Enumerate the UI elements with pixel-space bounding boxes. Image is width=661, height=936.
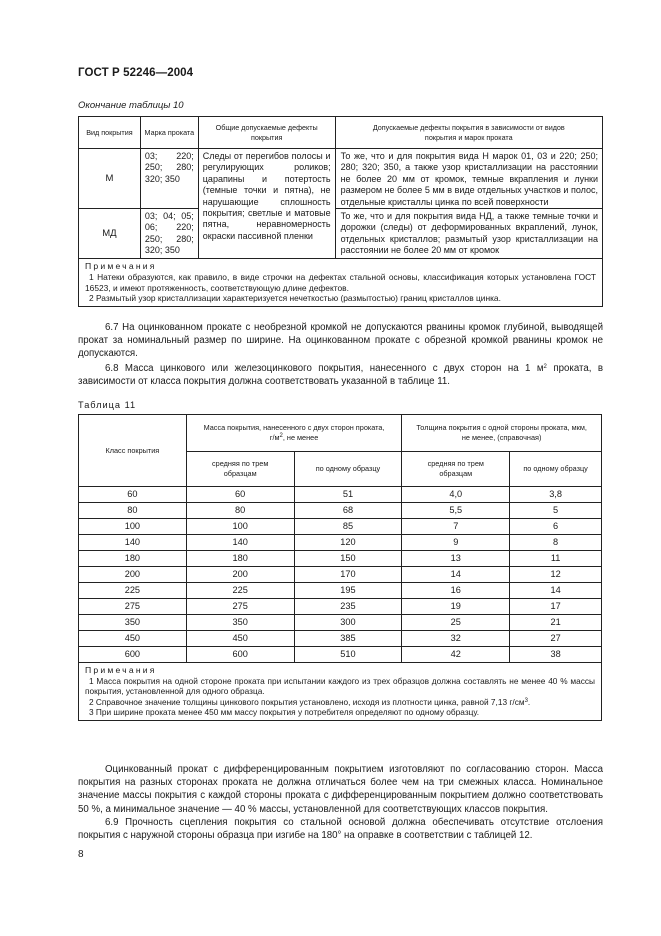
table-cell: 6 xyxy=(510,519,602,535)
table-cell: 600 xyxy=(79,647,187,663)
superscript: 2 xyxy=(279,433,283,439)
table-cell: 85 xyxy=(294,519,402,535)
notes-title: Примечания xyxy=(85,261,157,272)
note-text: . xyxy=(527,696,531,707)
paragraph-differentiated: Оцинкованный прокат с дифференцированным покрытием изготовляют по согласованию сторон. Масса покрытия на разных сторонах проката не должна отличаться более чем на три смежных класса. Номинальное значение массы покрытия с каждой стороны проката с дифференцированным покрытием должно соответствовать 50 %, а минимальное значение — 40 % массы, установленной для соответствующих классов покрытия. xyxy=(78,764,603,815)
table11-notes-row xyxy=(79,663,602,721)
note-item: 1 Натеки образуются, как правило, в виде строчки на дефектах стальной основы, классификация которых установлена ГОСТ 16523, и имеют протяженность, соответствующую длине дефектов. xyxy=(85,271,596,293)
table-cell: 19 xyxy=(402,599,510,615)
table-cell: 350 xyxy=(79,615,187,631)
table-cell: 27 xyxy=(510,631,602,647)
table-row xyxy=(79,503,602,519)
table-cell: 510 xyxy=(294,647,402,663)
table-cell: 140 xyxy=(79,535,187,551)
note-item: 2 Размытый узор кристаллизации характеризуется нечеткостью (размытостью) границ кристаллов цинка. xyxy=(89,293,501,304)
table-row xyxy=(79,149,603,209)
table-cell: 3,8 xyxy=(510,487,602,503)
table-cell: 275 xyxy=(79,599,187,615)
table10-notes-row xyxy=(79,259,603,307)
table-cell: 14 xyxy=(510,583,602,599)
paragraph-6-8 xyxy=(78,362,603,388)
table-cell: 150 xyxy=(294,551,402,567)
table-cell: 80 xyxy=(186,503,294,519)
table-cell: 13 xyxy=(402,551,510,567)
notes-title: Примечания xyxy=(85,665,157,675)
table-cell: 225 xyxy=(186,583,294,599)
table-row xyxy=(79,519,602,535)
paragraph-text: 6.8 Масса цинкового или железоцинкового покрытия, нанесенного с двух сторон на 1 м xyxy=(105,363,544,374)
table-cell: 5 xyxy=(510,503,602,519)
defects-cell: То же, что и для покрытия вида НД, а также темные точки и дорожки (следы) от деформированных вкраплений, лунок, отдельных кристаллов; размытый узор кристаллизации на расстоянии не более 20 мм от кромок xyxy=(335,209,602,259)
table-cell: 17 xyxy=(510,599,602,615)
table-row xyxy=(79,487,602,503)
note-item xyxy=(85,697,595,708)
table-cell: 180 xyxy=(186,551,294,567)
header-text: , не менее xyxy=(282,433,319,442)
table-row xyxy=(79,551,602,567)
table-cell: 235 xyxy=(294,599,402,615)
table-row xyxy=(79,599,602,615)
table-cell: 450 xyxy=(186,631,294,647)
table-cell: 12 xyxy=(510,567,602,583)
table-cell: 350 xyxy=(186,615,294,631)
table-cell: 80 xyxy=(79,503,187,519)
header-text: Масса покрытия, нанесенного с двух сторон проката, г/м xyxy=(203,423,385,442)
table11-header-cell: Класс покрытия xyxy=(79,415,187,487)
table-cell: 385 xyxy=(294,631,402,647)
table-row xyxy=(79,647,602,663)
table-cell: 8 xyxy=(510,535,602,551)
note-item: 3 При ширине проката менее 450 мм массу покрытия у потребителя определяют по одному образцу. xyxy=(89,707,479,718)
grade-cell: 03; 04; 05; 06; 220; 250; 280; 320; 350 xyxy=(140,209,198,259)
table-cell: 600 xyxy=(186,647,294,663)
table-cell: 170 xyxy=(294,567,402,583)
table-cell: 51 xyxy=(294,487,402,503)
table-row xyxy=(79,615,602,631)
table-cell: 100 xyxy=(186,519,294,535)
table-cell: 68 xyxy=(294,503,402,519)
note-item: 1 Масса покрытия на одной стороне проката при испытании каждого из трех образцов должна составлять не менее 40 % массы покрытия, установленной для одного образца. xyxy=(85,675,595,697)
table-cell: 300 xyxy=(294,615,402,631)
document-header: ГОСТ Р 52246—2004 xyxy=(78,67,194,79)
coating-type-cell: М xyxy=(79,149,141,209)
table11-header-cell xyxy=(186,415,402,452)
coating-type-cell: МД xyxy=(79,209,141,259)
table10-header-cell: Допускаемые дефекты покрытия в зависимости от видов покрытия и марок проката xyxy=(335,117,602,149)
table-11 xyxy=(78,414,602,721)
table10-caption: Окончание таблицы 10 xyxy=(78,100,184,111)
table-cell: 38 xyxy=(510,647,602,663)
paragraph-6-7: 6.7 На оцинкованном прокате с необрезной кромкой не допускаются рванины кромок глубиной, выводящей прокат за номинальный размер по ширине. На оцинкованном прокате с обрезной кромкой рванины кромок не допускаются. xyxy=(78,322,603,360)
table-cell: 200 xyxy=(79,567,187,583)
table-row xyxy=(79,535,602,551)
table-cell: 32 xyxy=(402,631,510,647)
table-cell: 4,0 xyxy=(402,487,510,503)
table-cell: 120 xyxy=(294,535,402,551)
table11-notes xyxy=(79,663,602,721)
table-cell: 225 xyxy=(79,583,187,599)
note-text: 2 Справочное значение толщины цинкового покрытия установлено, исходя из плотности цинка, равной 7,13 г/см xyxy=(89,696,525,707)
table-cell: 195 xyxy=(294,583,402,599)
table11-header-cell: по одному образцу xyxy=(510,452,602,487)
table-cell: 180 xyxy=(79,551,187,567)
table10-header-cell: Вид покрытия xyxy=(79,117,141,149)
table10-header-row xyxy=(79,117,603,149)
table-cell: 11 xyxy=(510,551,602,567)
superscript: 3 xyxy=(524,697,528,704)
general-defects-cell: Следы от перегибов полосы и регулирующих роликов; царапины и потертость (темные точки и пятна), не нарушающие сплошность покрытия; светлые и матовые пятна, неравномерность окраски пассивной пленки xyxy=(198,149,335,259)
table10-notes xyxy=(79,259,603,307)
table-cell: 450 xyxy=(79,631,187,647)
table-cell: 7 xyxy=(402,519,510,535)
table-cell: 14 xyxy=(402,567,510,583)
table-cell: 42 xyxy=(402,647,510,663)
table-cell: 5,5 xyxy=(402,503,510,519)
table10-header-cell: Марка проката xyxy=(140,117,198,149)
table11-header-cell: средняя по трем образцам xyxy=(186,452,294,487)
table11-header-cell: Толщина покрытия с одной стороны проката, мкм, не менее, (справочная) xyxy=(402,415,602,452)
table-cell: 60 xyxy=(186,487,294,503)
table-row xyxy=(79,209,603,259)
superscript: 2 xyxy=(543,364,547,370)
table10-header-cell: Общие допускаемые дефекты покрытия xyxy=(198,117,335,149)
table-cell: 25 xyxy=(402,615,510,631)
table-cell: 21 xyxy=(510,615,602,631)
table-row xyxy=(79,583,602,599)
table-cell: 100 xyxy=(79,519,187,535)
paragraph-text: проката, в зависимости от класса покрытия должна соответствовать указанной в таблице 11. xyxy=(78,363,603,388)
table-cell: 60 xyxy=(79,487,187,503)
table11-caption: Таблица 11 xyxy=(78,400,137,410)
table-cell: 16 xyxy=(402,583,510,599)
table-cell: 140 xyxy=(186,535,294,551)
grade-cell: 03; 220; 250; 280; 320; 350 xyxy=(140,149,198,209)
table11-header-row xyxy=(79,415,602,452)
table-cell: 275 xyxy=(186,599,294,615)
table11-header-cell: средняя по трем образцам xyxy=(402,452,510,487)
page-number: 8 xyxy=(78,849,84,860)
table-row xyxy=(79,631,602,647)
table11-header-cell: по одному образцу xyxy=(294,452,402,487)
table-row xyxy=(79,567,602,583)
table-cell: 9 xyxy=(402,535,510,551)
table-10 xyxy=(78,116,603,307)
defects-cell: То же, что и для покрытия вида Н марок 01, 03 и 220; 250; 280; 320; 350, а также узор кристаллизации на расстоянии не более 20 мм от кромок, темные вкрапления и лунки размером не более 5 мм в виде отдельных участков и полос, отдельные кристаллы цинка по всей поверхности xyxy=(335,149,602,209)
paragraph-6-9: 6.9 Прочность сцепления покрытия со стальной основой должна обеспечивать отсутствие отслоения покрытия с наружной стороны образца при изгибе на 180° на оправке в соответствии с таблицей 12. xyxy=(78,817,603,842)
table-cell: 200 xyxy=(186,567,294,583)
